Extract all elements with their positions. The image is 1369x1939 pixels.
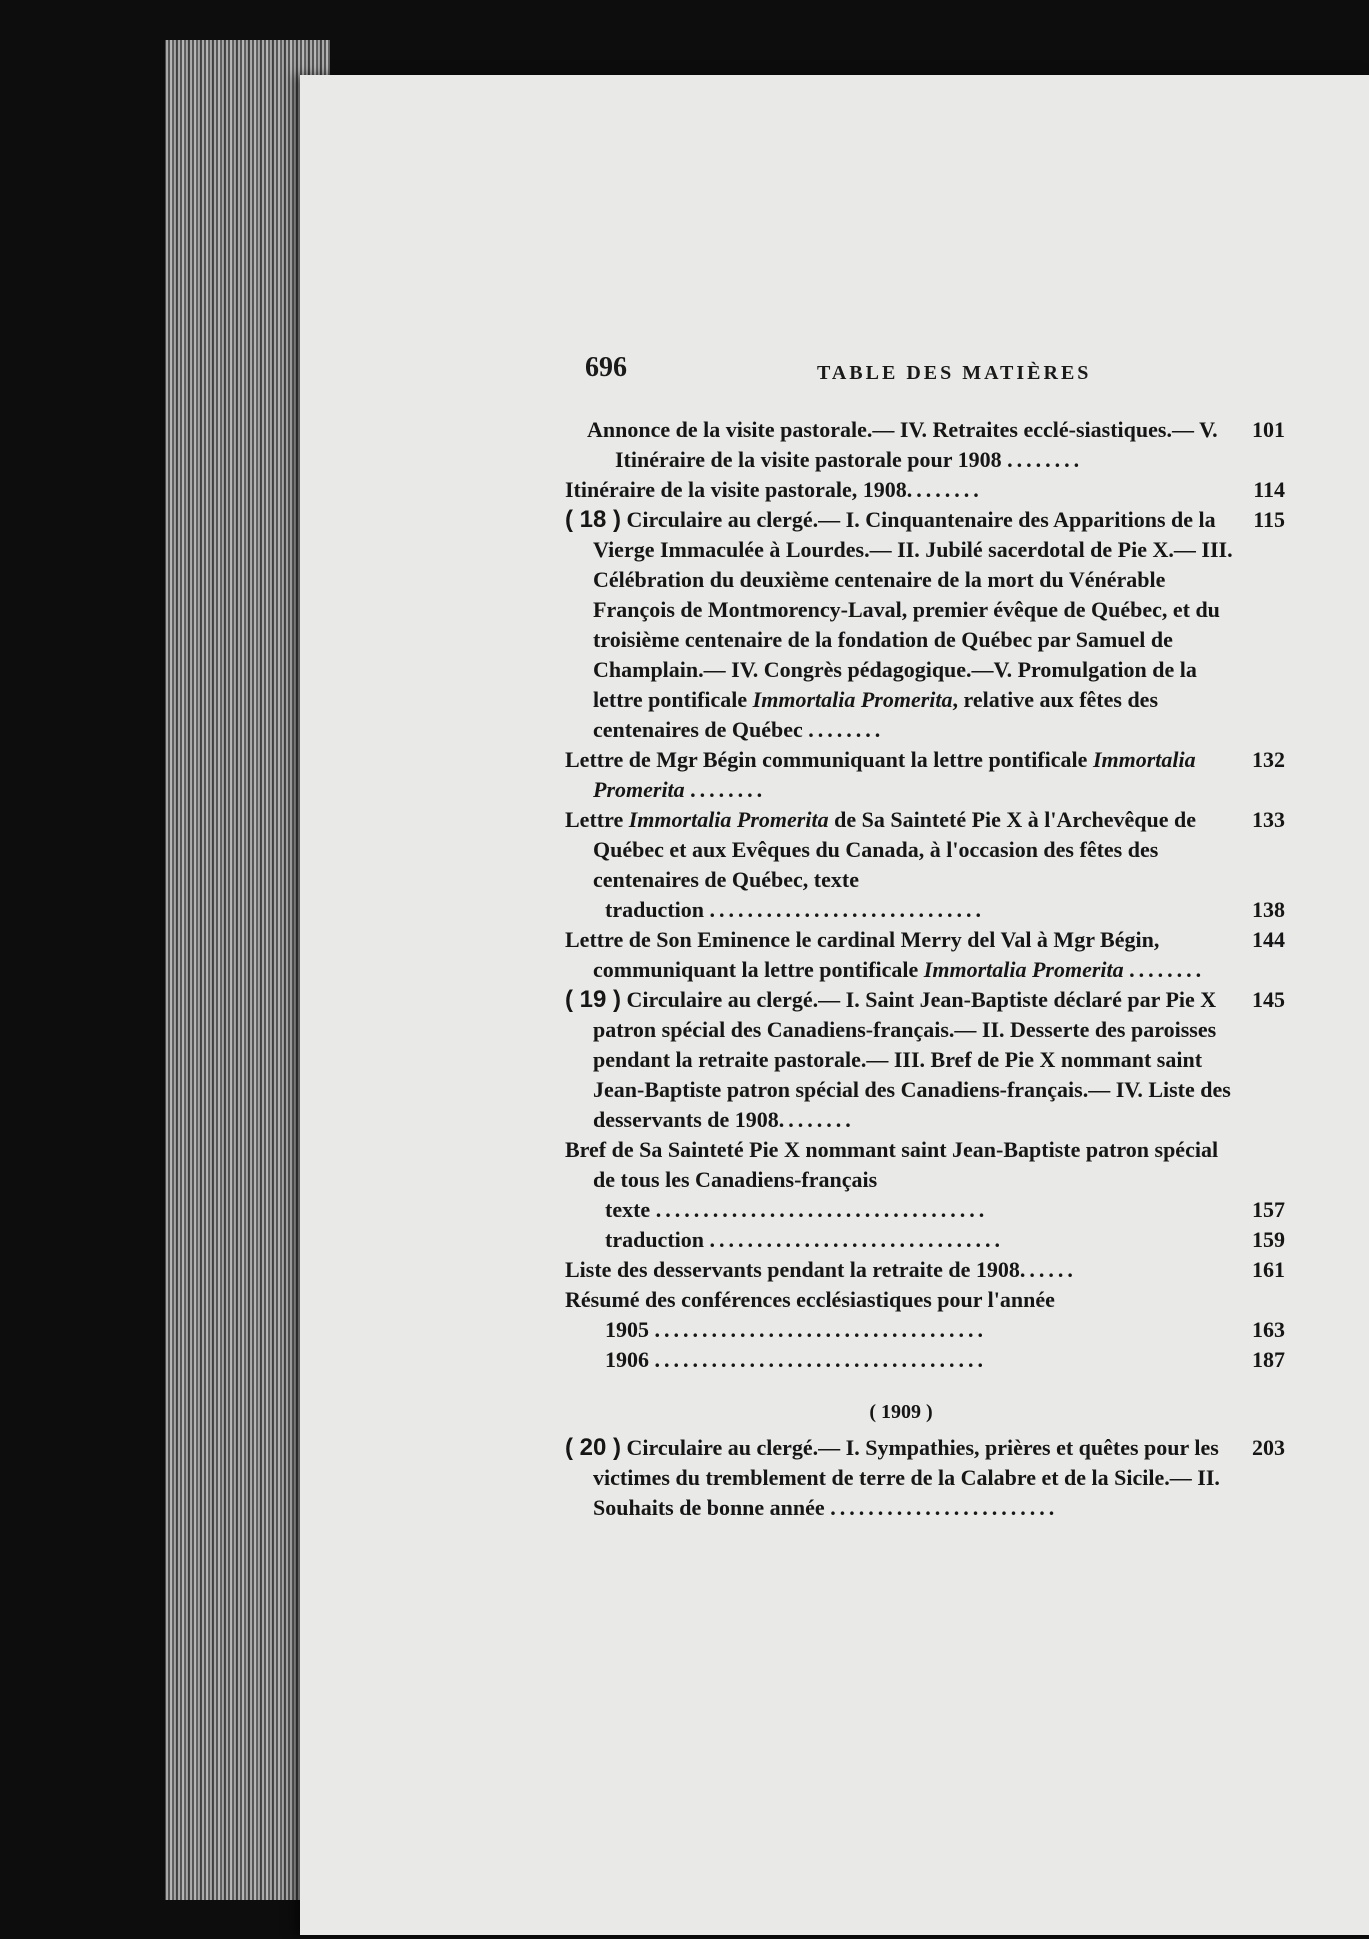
dot-leader: ............................... [709,1227,1004,1252]
dot-leader: ........ [778,1107,855,1132]
toc-entry [565,415,1285,475]
dot-leader: ........ [808,717,885,742]
circular-number: ( 19 ) [565,986,622,1013]
toc-entry-italic: Immortalia Promerita [752,687,953,712]
dot-leader: ........ [906,477,983,502]
running-title: TABLE DES MATIÈRES [817,362,1092,384]
toc-page-ref: 145 [1252,987,1285,1012]
toc-entry-text: Lettre [565,807,624,832]
toc-entry-text: Bref de Sa Sainteté Pie X nommant saint Jean-Baptiste patron spécial de tous les Canadiens-français [565,1137,1219,1192]
toc-entry [565,1433,1285,1523]
toc-entry-sub: 1906 [605,1347,649,1372]
circular-number: ( 20 ) [565,1434,622,1461]
page-header [585,352,1105,392]
dot-leader: ........ [1007,447,1084,472]
toc-entry [565,1255,1285,1285]
toc-entry-sub: texte [605,1197,651,1222]
toc-page-ref: 159 [1252,1227,1285,1252]
toc-entry-text: Circulaire au clergé.— I. Saint Jean-Baptiste déclaré par Pie X patron spécial des Canadiens-français.— II. Desserte des paroisses pendant la retraite pastorale.— III. Bref de Pie X nommant saint Jean-Baptiste patron spécial des Canadiens-français.— IV. Liste des desservants de 1908 [593,987,1231,1132]
toc-entry [565,505,1285,745]
toc-entry-text-after: de Sa Sainteté Pie X à l'Archevêque de Québec et aux Evêques du Canada, à l'occasion des fêtes des centenaires de Québec, texte [593,807,1197,892]
toc-entry-text: Itinéraire de la visite pastorale, 1908 [565,477,907,502]
toc-entry-italic: Immortalia Promerita [628,807,829,832]
toc-entry [565,1345,1285,1375]
dot-leader: ............................. [709,897,985,922]
toc-page-ref: 187 [1252,1347,1285,1372]
toc-entry [565,1285,1285,1315]
dot-leader: ................................... [655,1197,989,1222]
toc-entry [565,745,1285,805]
toc-page-ref: 114 [1253,477,1285,502]
toc-entry-text: Lettre de Mgr Bégin communiquant la lettre pontificale [565,747,1088,772]
toc-entry [565,985,1285,1135]
toc-entry-sub: 1905 [605,1317,649,1342]
toc-page-ref: 163 [1252,1317,1285,1342]
toc-entry-text: Résumé des conférences ecclésiastiques pour l'année [565,1287,1055,1312]
toc-entry [565,925,1285,985]
toc-page-ref: 133 [1252,807,1285,832]
toc-entry [565,1195,1285,1225]
toc-page-ref: 157 [1252,1197,1285,1222]
page-number: 696 [585,352,627,383]
circular-number: ( 18 ) [565,506,622,533]
toc-page-ref: 101 [1252,417,1285,442]
toc-entry-text: Liste des desservants pendant la retraite de 1908 [565,1257,1020,1282]
toc-entry-text: Circulaire au clergé.— I. Cinquantenaire des Apparitions de la Vierge Immaculée à Lourdes.— II. Jubilé sacerdotal de Pie X.— III. Célébration du deuxième centenaire de la mort du Vénérable François de Montmorency-Laval, premier évêque de Québec, et du troisième centenaire de la fondation de Québec par Samuel de Champlain.— IV. Congrès pédagogique.—V. Promulgation de la lettre pontificale [593,507,1233,712]
toc-page-ref: 115 [1253,507,1285,532]
year-heading: ( 1909 ) [869,1401,933,1423]
toc-entry [565,1135,1285,1195]
toc-entry-italic: Immortalia Promerita [593,747,1196,802]
dot-leader: ........ [690,777,767,802]
table-of-contents [565,415,1285,1523]
toc-entry [565,1315,1285,1345]
dot-leader: ................................... [654,1347,987,1372]
toc-entry-text: Lettre de Son Eminence le cardinal Merry del Val à Mgr Bégin, communiquant la lettre pontificale [565,927,1160,982]
toc-entry [565,805,1285,895]
toc-entry [565,475,1285,505]
toc-page-ref: 132 [1252,747,1285,772]
dot-leader: ........ [1129,957,1206,982]
dot-leader: ........................ [830,1495,1059,1520]
toc-entry [565,895,1285,925]
toc-entry-sub: traduction [605,897,704,922]
toc-entry-text: Annonce de la visite pastorale.— IV. Retraites ecclé-siastiques.— V. Itinéraire de la visite pastorale pour 1908 [587,417,1218,472]
toc-page-ref: 161 [1252,1257,1285,1282]
toc-entry-italic: Immortalia Promerita [923,957,1124,982]
toc-entry-sub: traduction [605,1227,704,1252]
toc-page-ref: 138 [1252,897,1285,922]
toc-page-ref: 203 [1252,1435,1285,1460]
toc-page-ref: 144 [1252,927,1285,952]
dot-leader: ...... [1019,1257,1077,1282]
toc-entry-text-after: , relative aux fêtes des centenaires de Québec [593,687,1159,742]
toc-entry-text: Circulaire au clergé.— I. Sympathies, prières et quêtes pour les victimes du tremblement de terre de la Calabre et de la Sicile.— II. Souhaits de bonne année [593,1435,1220,1520]
dot-leader: ................................... [654,1317,987,1342]
toc-entry [565,1225,1285,1255]
